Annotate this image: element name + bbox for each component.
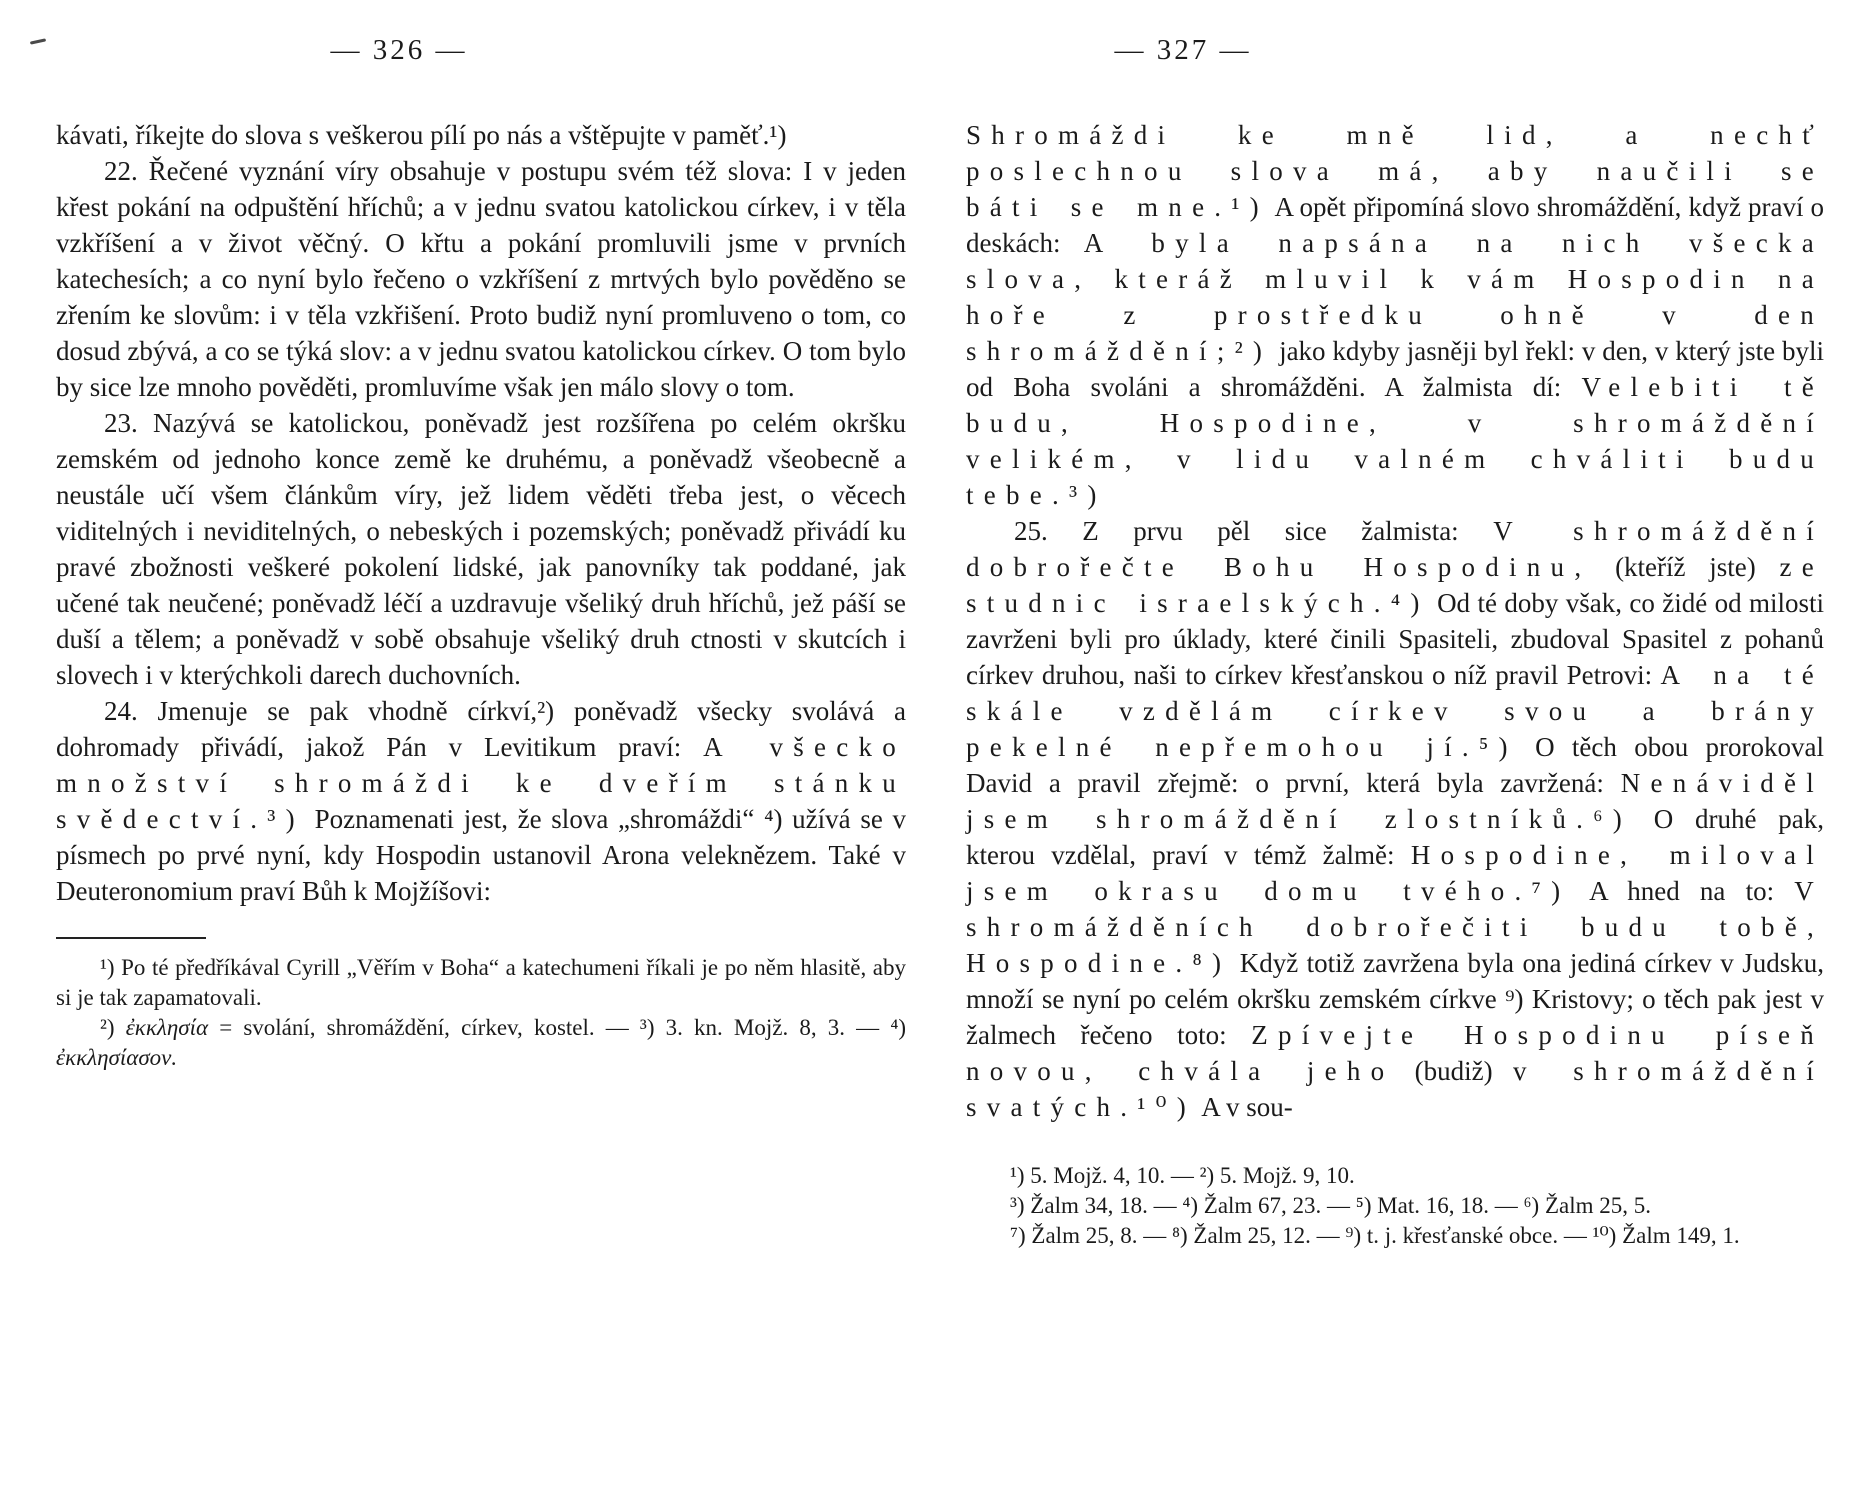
text-segment: ¹) Po té předříkával Cyrill „Věřím v Boha“ a katechumeni říkali je po něm hlasitě, aby si je tak zapamatovali. (56, 955, 906, 1010)
footnote (966, 1161, 1824, 1191)
emphasized-spaced-text: Velebiti tě budu, Hospodine, v shromáždění velikém, v lidu valném chváliti budu tebe.³) (966, 372, 1824, 510)
text-segment: 23. Nazývá se katolickou, poněvadž jest rozšířena po celém okršku zemském od jednoho konce země ke druhému, a poněvadž všeobecně a neustále učí všem článkům víry, jež lidem věděti třeba jest, o věcech viditelných i neviditelných, o nebeských i pozemských; poněvadž přivádí ku pravé zbožnosti veškeré pokolení lidské, jak panovníky tak poddané, jak učené tak neučené; poněvadž léčí a uzdravuje všeliký druh hříchů, jež páší se duší a tělem; a poněvadž v sobě obsahuje všeliký druh ctnosti v skutcích i slovech i v kterýchkoli darech duchovních. (56, 408, 906, 690)
footnote (966, 1221, 1824, 1251)
text-segment: ¹) 5. Mojž. 4, 10. — ²) 5. Mojž. 9, 10. (1010, 1163, 1355, 1188)
page-326-body (56, 117, 906, 909)
page-number-right: — 327 — (1114, 34, 1252, 66)
text-segment: ²) (100, 1015, 126, 1040)
emphasized-spaced-text: Zpívejte Hospodinu píseň novou, chvála jeho (966, 1020, 1824, 1086)
text-segment: Od té doby však, co židé od milosti zavrženi byli pro úklady, které činili Spasiteli, zbudoval Spasitel z pohanů církev druhou, naši to církev křesťanskou o níž pravil Petrovi: (966, 588, 1824, 690)
page-327-body (966, 117, 1824, 1125)
text-segment: = svolání, shromáždění, církev, kostel. — ³) 3. kn. Mojž. 8, 3. — ⁴) (208, 1015, 907, 1040)
text-segment: A hned na to: (1570, 876, 1795, 906)
emphasized-spaced-text: ze studnic israelských.⁴) (966, 552, 1824, 618)
footnote (56, 1013, 906, 1073)
text-segment: 25. Z prvu pěl sice žalmista: (1014, 516, 1494, 546)
footnote (56, 953, 906, 1013)
text-segment: (budiž) (1394, 1056, 1513, 1086)
emphasized-spaced-text: A všecko množství shromáždi ke dveřím stánku svědectví.³) (56, 732, 906, 834)
emphasized-spaced-text: A byla napsána na nich všecka slova, kteráž mluvil k vám Hospodin na hoře z prostředku ohně v den shromáždění;²) (966, 228, 1824, 366)
emphasized-spaced-text: Nenáviděl jsem shromáždění zlostníků.⁶) (966, 768, 1824, 834)
text-segment: 24. Jmenuje se pak vhodně církví,²) poněvadž všecky svolává a dohromady přivádí, jakož Pán v Levitikum praví: (56, 696, 906, 762)
paragraph (56, 153, 906, 405)
paragraph (966, 117, 1824, 513)
text-segment: 22. Řečené vyznání víry obsahuje v postupu svém též slova: I v jeden křest pokání na odpuštění hříchů; a v jednu svatou katolickou církev, i v těla vzkříšení a v život věčný. O křtu a pokání promluvili jsme v prvních katechesích; a co nyní bylo řečeno o vzkříšení z mrtvých bylo pověděno se zřením ke slovům: i v těla vzkřišení. Proto budiž nyní promluveno o tom, co dosud zbývá, a co se týká slov: a v jednu svatou katolickou církev. O tom bylo by sice lze mnoho pověděti, promluvíme však jen málo slovy o tom. (56, 156, 906, 402)
paragraph (966, 513, 1824, 1125)
text-segment: jako kdyby jasněji byl řekl: v den, v který jste byli od Boha svoláni a shromážděni. A žalmista dí: (966, 336, 1824, 402)
emphasized-spaced-text: V shromáždění dobrořečte Bohu Hospodinu, (966, 516, 1824, 582)
emphasized-spaced-text: v shromáždění svatých.¹⁰) (966, 1056, 1825, 1122)
greek-term: ἐκκλησία (125, 1015, 209, 1040)
paragraph (56, 693, 906, 909)
emphasized-spaced-text: Hospodine, miloval jsem okrasu domu tvého.⁷) (966, 840, 1824, 906)
text-segment: Poznamenati jest, že slova „shromáždi“ ⁴) užívá se v písmech po prvé nyní, kdy Hospodin ustanovil Arona veleknězem. Také v Deuteronomium praví Bůh k Mojžíšovi: (56, 804, 906, 906)
emphasized-spaced-text: A na té skále vzdělám církev svou a brány pekelné nepřemohou jí.⁵) (966, 660, 1824, 762)
page-326 (56, 34, 906, 1073)
emphasized-spaced-text: Shromáždi ke mně lid, a nechť poslechnou slova má, aby naučili se báti se mne.¹) (966, 120, 1824, 222)
text-segment: kávati, říkejte do slova s veškerou pílí po nás a vštěpujte v paměť.¹) (56, 120, 787, 150)
text-segment: A opět připomíná slovo shromáždění, když praví o deskách: (966, 192, 1825, 258)
emphasized-spaced-text: V shromážděních dobrořečiti budu tobě, Hospodine.⁸) (966, 876, 1825, 978)
greek-term: ἐκκλησίασον. (56, 1045, 178, 1070)
text-segment: ³) Žalm 34, 18. — ⁴) Žalm 67, 23. — ⁵) Mat. 16, 18. — ⁶) Žalm 25, 5. (1010, 1193, 1652, 1218)
page-326-footnotes (56, 953, 906, 1073)
page-number-left: — 326 — (330, 34, 468, 66)
text-segment: O druhé pak, kterou vzdělal, praví v témž žalmě: (966, 804, 1824, 870)
text-segment: ⁷) Žalm 25, 8. — ⁸) Žalm 25, 12. — ⁹) t. j. křesťanské obce. — ¹⁰) Žalm 149, 1. (1010, 1223, 1740, 1248)
paragraph (56, 117, 906, 153)
footnote-separator (56, 937, 206, 939)
page-327-footnotes (966, 1161, 1824, 1251)
text-segment: A v sou- (1196, 1092, 1293, 1122)
text-segment: O těch obou prorokoval David a pravil zřejmě: o první, která byla zavržená: (966, 732, 1824, 798)
page-327 (966, 34, 1824, 1251)
paragraph (56, 405, 906, 693)
text-segment: Když totiž zavržena byla ona jediná církev v Judsku, množí se nyní po celém okršku zemském církve ⁹) Kristovy; o těch pak jest v žalmech řečeno toto: (966, 948, 1824, 1050)
footnote (966, 1191, 1824, 1221)
text-segment: (kteříž jste) (1591, 552, 1780, 582)
